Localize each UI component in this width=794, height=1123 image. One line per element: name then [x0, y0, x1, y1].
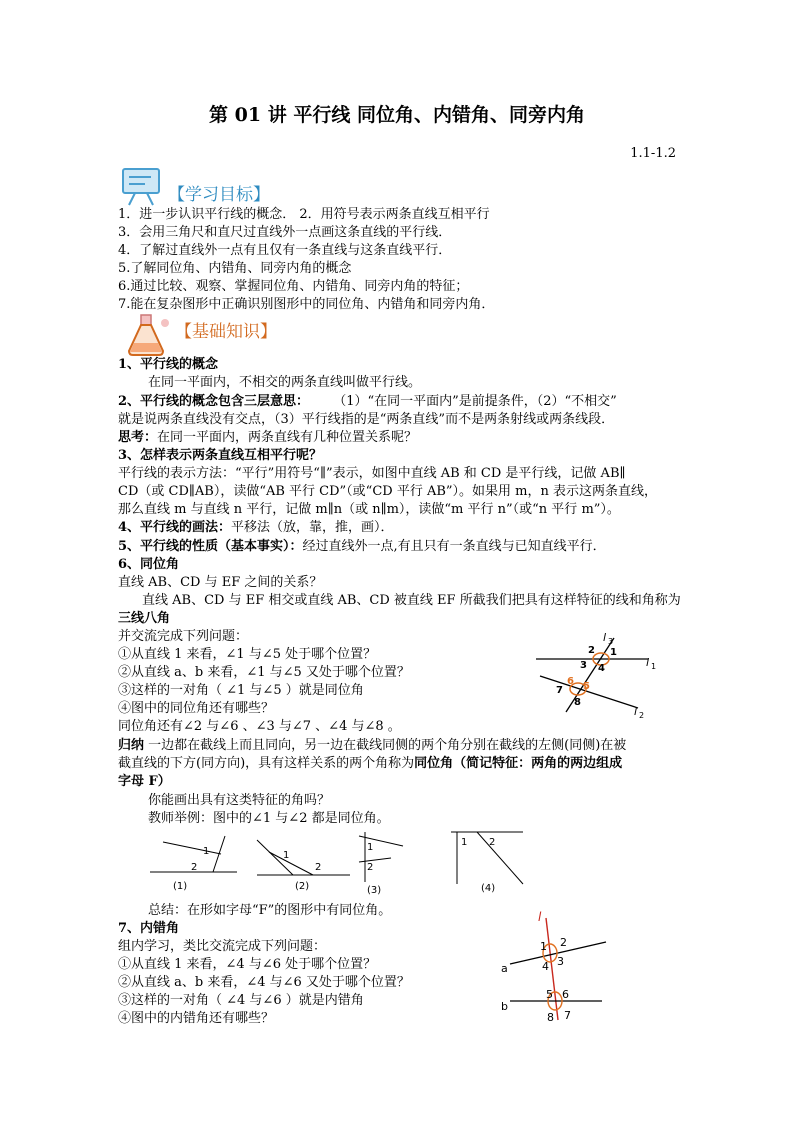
section-7-title: 7、内错角: [118, 921, 180, 936]
section-2-line-1: [118, 393, 617, 411]
goal-item-3: 4．了解过直线外一点有且仅有一条直线与这条直线平行．: [118, 243, 452, 258]
section-7-q2: ②从直线 a、b 来看，∠4 与∠6 又处于哪个位置？: [118, 975, 410, 990]
section-range: 1.1-1.2: [630, 146, 676, 161]
angle2-4: 4: [542, 960, 549, 973]
section-5-title: 5、平行线的性质（基本事实）：: [118, 539, 303, 554]
section-6-exercise: 并交流完成下列问题：: [118, 629, 249, 644]
example-2-caption: (2): [295, 881, 310, 892]
section-7-q1: ①从直线 1 来看，∠4 与∠6 处于哪个位置？: [118, 957, 377, 972]
label-l2-sub: 2: [639, 711, 645, 720]
section-1-text: 在同一平面内，不相交的两条直线叫做平行线。: [148, 375, 422, 390]
section-3-title: 3、怎样表示两条直线互相平行呢？: [118, 448, 323, 463]
example-figures: [145, 828, 535, 896]
goal-item-6: 7.能在复杂图形中正确识别图形中的同位角、内错角和同旁内角．: [118, 297, 495, 312]
section-6-q1: ①从直线 1 来看，∠1 与∠5 处于哪个位置？: [118, 647, 377, 662]
example-4-angle-1: 1: [461, 837, 468, 848]
example-1-angle-2: 2: [191, 862, 198, 873]
section-7-q3: ③这样的一对角（ ∠4 与∠6 ）就是内错角: [118, 993, 364, 1008]
section-2-line-2: 就是说两条直线没有交点，（3）平行线指的是“两条直线”而不是两条射线或两条线段．: [118, 412, 615, 427]
angle2-5: 5: [546, 988, 553, 1001]
think-line: [118, 429, 417, 447]
angle2-2: 2: [560, 936, 567, 949]
angle-7: 7: [556, 685, 563, 696]
summary-term: 同位角（简记特征：两角的两边组成: [414, 756, 623, 771]
summary-line-1: [118, 737, 626, 755]
section-3-line-2: CD（或 CD∥AB），读做“AB 平行 CD”（或“CD 平行 AB”）。如果用 m，n 表示这两条直线，: [118, 484, 658, 499]
section-3-line-1: 平行线的表示方法：“平行”用符号“∥”表示，如图中直线 AB 和 CD 是平行线，记做 AB∥: [118, 466, 626, 481]
example-3-angle-1: 1: [367, 842, 374, 853]
figure-alternate-angles: [498, 908, 610, 1026]
angle2-3: 3: [557, 955, 564, 968]
section-6-q3: ③这样的一对角（ ∠1 与∠5 ）就是同位角: [118, 683, 364, 698]
section-4-title: 4、平行线的画法：: [118, 520, 232, 535]
angle-3: 3: [580, 660, 587, 671]
label-line-b: b: [501, 1000, 508, 1013]
teacher-example: 教师举例：图中的∠1 与∠2 都是同位角。: [148, 811, 390, 826]
goals-banner-icon: [117, 163, 167, 209]
summary-label: 归纳: [118, 738, 145, 753]
example-1-caption: (1): [173, 881, 188, 892]
example-2-angle-1: 1: [283, 850, 290, 861]
example-3-caption: (3): [367, 885, 382, 896]
summary-text-2: 截直线的下方(同方向)，具有这样关系的两个角称为: [118, 756, 415, 771]
angle-1: 1: [610, 647, 617, 658]
basics-heading: 【基础知识】: [175, 322, 277, 342]
three-lines-eight-angles: 三线八角: [118, 611, 171, 626]
angle-4: 4: [598, 663, 605, 674]
angle2-1: 1: [540, 940, 547, 953]
draw-prompt: 你能画出具有这类特征的角吗？: [148, 793, 331, 808]
example-4-caption: (4): [481, 883, 496, 894]
summary-text-1: 一边都在截线上而且同向，另一边在截线同侧的两个角分别在截线的左侧(同侧)在被: [144, 738, 627, 753]
section-2-title: 2、平行线的概念包含三层意思：: [118, 394, 310, 409]
angle-2: 2: [588, 645, 595, 656]
section-5: [118, 538, 606, 556]
label-l2: l: [634, 705, 638, 718]
section-1-title: 1、平行线的概念: [118, 357, 219, 372]
summary-line-2: [118, 755, 622, 773]
section-6-question: 直线 AB、CD 与 EF 之间的关系？: [118, 575, 323, 590]
label-l1: l: [646, 656, 650, 669]
angle-5: 5: [583, 681, 590, 692]
think-label: 思考：: [118, 430, 158, 445]
section-7-exercise: 组内学习，类比交流完成下列问题：: [118, 939, 327, 954]
label-line-a: a: [501, 962, 508, 975]
label-l3-sub: 3: [608, 637, 614, 646]
example-conclusion: 总结：在形如字母“F”的图形中有同位角。: [148, 903, 392, 918]
section-6-q4: ④图中的同位角还有哪些？: [118, 701, 275, 716]
label-l3: l: [603, 631, 607, 644]
section-3-line-3: 那么直线 m 与直线 n 平行，记做 m∥n（或 n∥m），读做“m 平行 n”（或“n 平行 m”）。: [118, 502, 620, 517]
example-2-angle-2: 2: [315, 862, 322, 873]
goal-item-5: 6.通过比较、观察、掌握同位角、内错角、同旁内角的特征；: [118, 279, 469, 294]
angle-8: 8: [574, 697, 581, 708]
angle2-7: 7: [564, 1009, 571, 1022]
section-2-intro: （1）“在同一平面内”是前提条件，（2）“不相交”: [333, 394, 617, 409]
angle2-8: 8: [547, 1011, 554, 1024]
section-7-q4: ④图中的内错角还有哪些？: [118, 1011, 275, 1026]
flask-icon: [121, 311, 175, 357]
section-6-answer: 同位角还有∠2 与∠6 、∠3 与∠7 、∠4 与∠8 。: [118, 719, 401, 734]
think-text: 在同一平面内，两条直线有几种位置关系呢？: [157, 430, 418, 445]
page-title: 第 01 讲 平行线 同位角、内错角、同旁内角: [209, 104, 585, 126]
section-4: [118, 519, 394, 537]
section-6-line-1: 直线 AB、CD 与 EF 相交或直线 AB、CD 被直线 EF 所截我们把具有这样特征的线和角称为: [142, 593, 681, 608]
section-6-title: 6、同位角: [118, 557, 180, 572]
example-3-angle-2: 2: [367, 862, 374, 873]
section-6-q2: ②从直线 a、b 来看，∠1 与∠5 又处于哪个位置？: [118, 665, 410, 680]
goal-item-4: 5.了解同位角、内错角、同旁内角的概念: [118, 261, 352, 276]
section-5-text: 经过直线外一点,有且只有一条直线与已知直线平行．: [302, 539, 606, 554]
example-4-angle-2: 2: [489, 837, 496, 848]
angle-6: 6: [567, 676, 574, 687]
example-1-angle-1: 1: [203, 846, 210, 857]
section-4-text: 平移法（放，靠，推，画）．: [231, 520, 394, 535]
label-transversal: l: [538, 910, 542, 924]
summary-line-3: 字母 F）: [118, 774, 171, 789]
label-l1-sub: 1: [651, 662, 657, 671]
figure-three-lines: [530, 628, 670, 720]
goals-heading: 【学习目标】: [168, 185, 270, 205]
angle2-6: 6: [562, 988, 569, 1001]
goal-item-2: 3．会用三角尺和直尺过直线外一点画这条直线的平行线．: [118, 225, 452, 240]
goal-item-1: 1．进一步认识平行线的概念． 2．用符号表示两条直线互相平行: [118, 207, 490, 222]
